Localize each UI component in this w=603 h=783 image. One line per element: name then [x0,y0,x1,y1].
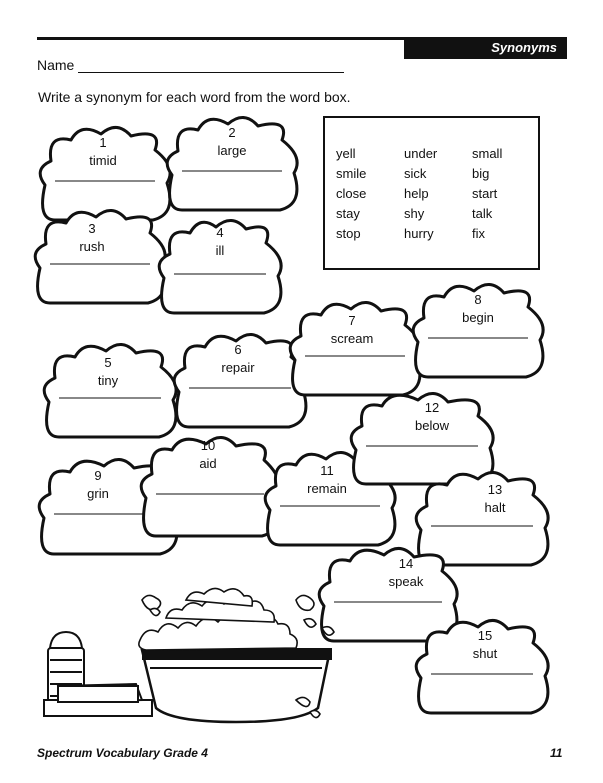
cloud-word: ill [215,243,225,258]
instructions: Write a synonym for each word from the word box. [38,89,351,105]
word-box-item: stay [336,206,360,221]
cloud-number: 1 [99,135,107,150]
word-box-item: under [404,146,438,161]
cloud-number: 14 [398,556,414,571]
cloud-number: 5 [104,355,112,370]
cloud-word: rush [79,239,105,254]
cloud-word: shut [472,646,498,661]
cloud-number: 11 [320,463,334,478]
footer-book-title: Spectrum Vocabulary Grade 4 [37,746,208,760]
cloud-number: 6 [234,342,242,357]
word-box-item: small [472,146,503,161]
cloud-number: 8 [474,292,482,307]
cloud-number: 10 [200,438,216,453]
cloud-number: 9 [94,468,102,483]
word-box-item: close [336,186,367,201]
footer-page-number: 11 [550,746,563,760]
word-box-item: sick [404,166,427,181]
butter-icon [44,684,152,716]
word-box-item: shy [404,206,425,221]
word-box-item: big [472,166,490,181]
cloud-number: 2 [228,125,236,140]
popcorn-bowl-icon [142,648,332,722]
cloud-word: timid [89,153,117,168]
cloud-word: large [217,143,247,158]
cloud-word: grin [87,486,109,501]
section-tag: Synonyms [404,37,567,59]
cloud-number: 15 [477,628,493,643]
word-box-item: talk [472,206,493,221]
cloud-number: 7 [348,313,356,328]
word-box-item: smile [336,166,367,181]
cloud-word: halt [484,500,506,515]
cloud-word: repair [221,360,255,375]
cloud-word: scream [330,331,374,346]
word-box-item: start [472,186,498,201]
word-box-item: yell [336,146,356,161]
cloud-word: aid [199,456,217,471]
cloud-number: 4 [216,225,224,240]
cloud-number: 12 [424,400,440,415]
cloud-word: remain [307,481,347,496]
word-box-item: help [404,186,429,201]
word-box-item: stop [336,226,361,241]
cloud-number: 3 [88,221,96,236]
cloud-word: below [415,418,449,433]
word-box-item: hurry [404,226,434,241]
cloud-word: tiny [97,373,119,388]
name-label: Name [37,57,75,73]
cloud-word: begin [462,310,494,325]
word-box-item: fix [472,226,485,241]
cloud-number: 13 [487,482,503,497]
cloud-word: speak [388,574,424,589]
